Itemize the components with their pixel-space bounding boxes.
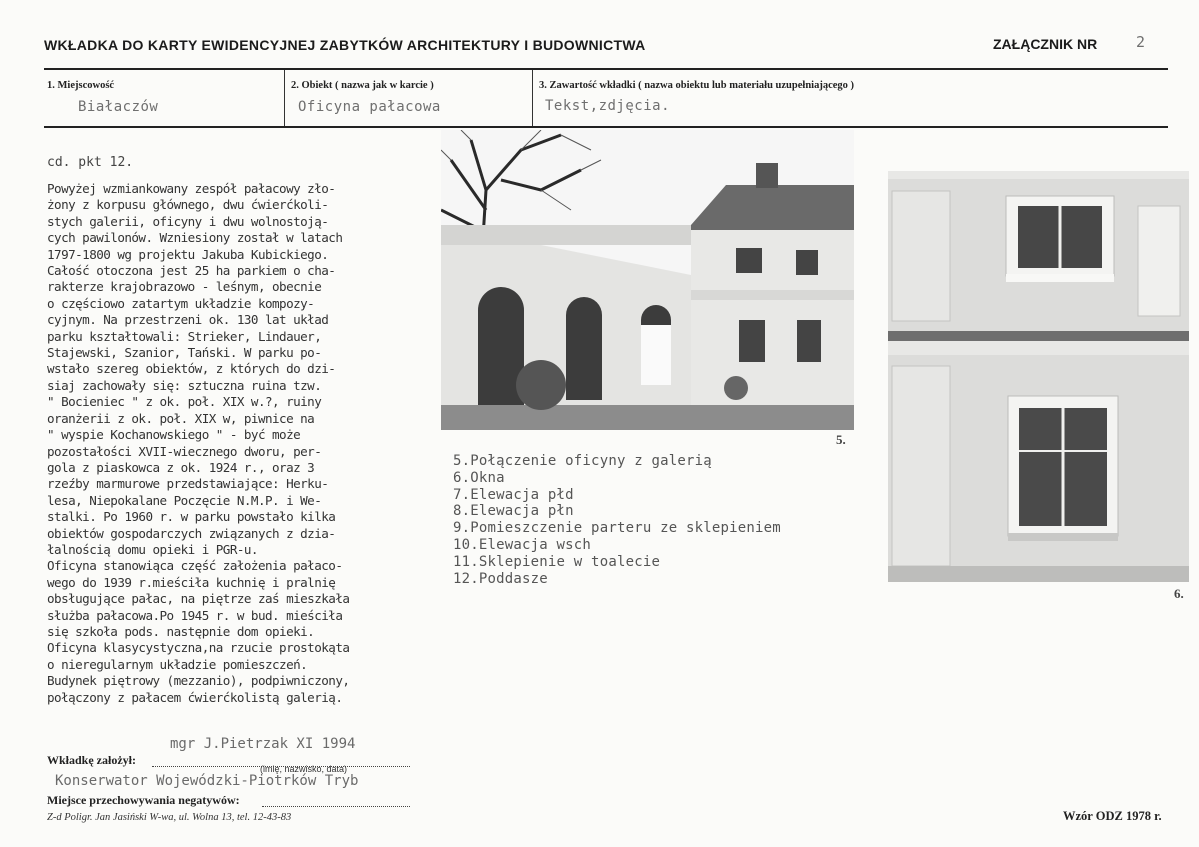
locality-label: 1. Miejscowość <box>47 80 115 91</box>
body-line: rakterze krajobrazowo - leśnym, obecnie <box>47 279 322 295</box>
author-sublabel: (imię, nazwisko, data) <box>260 764 348 774</box>
storage-line <box>262 805 410 807</box>
photo-caption-list <box>453 453 781 587</box>
body-line: " wyspie Kochanowskiego " - być może <box>47 427 301 443</box>
body-line: Całość otoczona jest 25 ha parkiem o cha- <box>47 263 336 279</box>
photo-6 <box>888 171 1189 582</box>
body-line: siaj zachowały się: sztuczna ruina tzw. <box>47 377 322 393</box>
body-line: parku kształtowali: Strieker, Lindauer, <box>47 328 322 344</box>
object-label: 2. Obiekt ( nazwa jak w karcie ) <box>291 80 434 91</box>
body-line: cych pawilonów. Wzniesiony został w latach <box>47 230 343 246</box>
body-line: Budynek piętrowy (mezzanio), podpiwniczony, <box>47 673 350 689</box>
storage-label: Miejsce przechowywania negatywów: <box>47 793 240 807</box>
photo-5 <box>441 130 854 430</box>
body-line: pozostałości XVII-wiecznego dworu, per- <box>47 443 322 459</box>
body-line: stych galerii, oficyny i dwu wolnostoją- <box>47 213 329 229</box>
content-label: 3. Zawartość wkładki ( nazwa obiektu lub materiału uzupełniającego ) <box>539 80 855 91</box>
field-divider-1 <box>284 70 285 127</box>
caption-item: 5.Połączenie oficyny z galerią <box>453 453 712 469</box>
form-title: WKŁADKA DO KARTY EWIDENCYJNEJ ZABYTKÓW ARCHITEKTURY I BUDOWNICTWA <box>44 37 646 53</box>
body-line: 1797-1800 wg projektu Jakuba Kubickiego. <box>47 246 329 262</box>
body-line: Powyżej wzmiankowany zespół pałacowy zło- <box>47 181 336 196</box>
body-line: cyjnym. Na przestrzeni ok. 130 lat układ <box>47 312 329 328</box>
caption-item: 10.Elewacja wsch <box>453 536 592 553</box>
body-line: służba pałacowa.Po 1945 r. w bud. mieściła <box>47 607 343 623</box>
storage-value: Konserwator Wojewódzki-Piotrków Tryb <box>55 773 359 789</box>
body-text <box>47 181 427 706</box>
annex-label: ZAŁĄCZNIK NR <box>993 36 1098 52</box>
body-line: gola z piaskowca z ok. 1924 r., oraz 3 <box>47 459 315 475</box>
body-line: stalki. Po 1960 r. w parku powstało kilka <box>47 509 336 525</box>
body-line: lesa, Niepokalane Poczęcie N.M.P. i We- <box>47 492 322 508</box>
body-line: oranżerii z ok. poł. XIX w, piwnice na <box>47 410 315 426</box>
author-label: Wkładkę założył: <box>47 753 136 767</box>
body-line: Stajewski, Szanior, Tański. W parku po- <box>47 345 322 361</box>
body-line: obsługujące pałac, na piętrze zaś mieszkała <box>47 591 350 607</box>
printer-note: Z-d Poligr. Jan Jasiński W-wa, ul. Wolna 13, tel. 12-43-83 <box>47 812 292 823</box>
body-line: połączony z pałacem ćwierćkolistą galerią. <box>47 689 343 705</box>
body-line: żony z korpusu głównego, dwu ćwierćkoli- <box>47 197 329 213</box>
body-line: o nieregularnym układzie pomieszczeń. <box>47 656 308 672</box>
photo-5-image <box>441 130 854 430</box>
body-line: łalnością domu opieki i PGR-u. <box>47 541 258 557</box>
header-rule-bottom <box>44 126 1168 128</box>
body-line: rzeźby marmurowe przedstawiające: Herku- <box>47 476 329 492</box>
body-line: się szkoła pods. następnie dom opieki. <box>47 623 315 639</box>
object-value: Oficyna pałacowa <box>298 99 441 115</box>
caption-item: 12.Poddasze <box>453 570 548 587</box>
author-value: mgr J.Pietrzak XI 1994 <box>170 736 356 752</box>
continuation-note: cd. pkt 12. <box>47 155 134 170</box>
body-line: " Bocieniec " z ok. poł. XIX w.?, ruiny <box>47 394 322 410</box>
form-code: Wzór ODZ 1978 r. <box>1063 809 1162 823</box>
body-line: Oficyna klasycystyczna,na rzucie prostokąta <box>47 640 350 656</box>
field-divider-2 <box>532 70 533 127</box>
caption-item: 11.Sklepienie w toalecie <box>453 553 661 570</box>
photo-6-image <box>888 171 1189 582</box>
body-line: Oficyna stanowiąca część założenia pałaco- <box>47 558 343 574</box>
content-value: Tekst,zdjęcia. <box>545 98 671 114</box>
photo-6-number: 6. <box>1174 586 1184 601</box>
caption-item: 9.Pomieszczenie parteru ze sklepieniem <box>453 520 781 537</box>
caption-item: 7.Elewacja płd <box>453 486 574 503</box>
body-line: wstało szereg obiektów, z których do dzi- <box>47 361 336 377</box>
body-line: o częściowo zatartym układzie kompozy- <box>47 295 315 311</box>
caption-item: 8.Elewacja płn <box>453 503 574 520</box>
body-line: obiektów gospodarczych związanych z dzia- <box>47 525 336 541</box>
locality-value: Białaczów <box>78 99 159 115</box>
annex-number: 2 <box>1136 33 1146 51</box>
caption-item: 6.Okna <box>453 469 505 486</box>
body-line: wego do 1939 r.mieściła kuchnię i pralnię <box>47 574 336 590</box>
photo-5-number: 5. <box>836 432 846 447</box>
header-rule-top <box>44 68 1168 70</box>
